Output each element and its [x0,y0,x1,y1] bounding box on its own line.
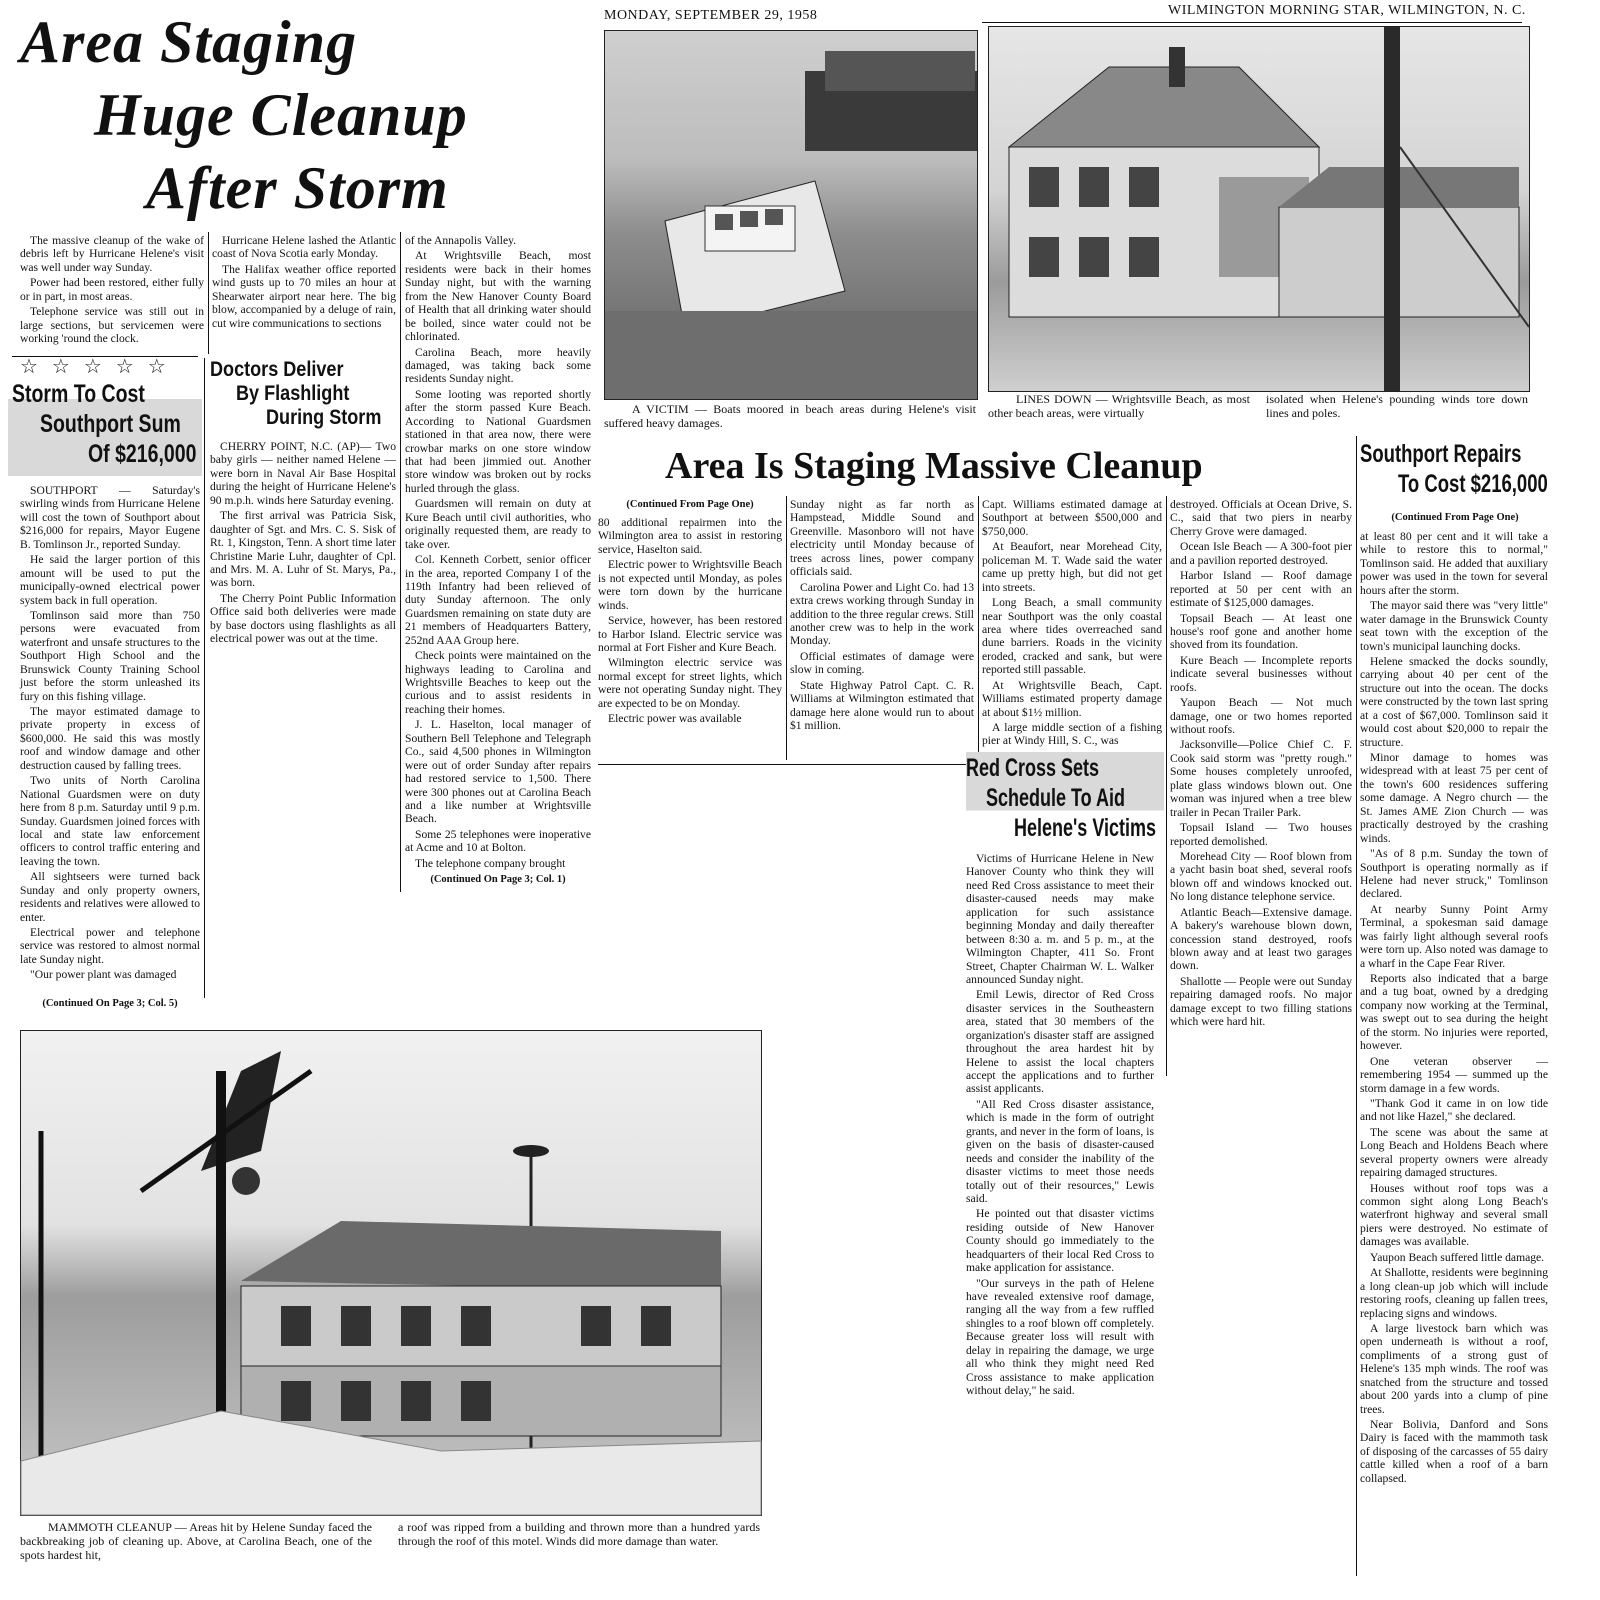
paragraph: J. L. Haselton, local manager of Southern Bell Telephone and Telegraph Co., said 4,500 phones in Wilmington were out of order Sunday after repairs had restored service to 1,500. There were 300 phones out at Carolina Beach and a like number at Wrightsville Beach. [405,718,591,826]
cleanup-col3 [982,498,1162,760]
masthead-date: MONDAY, SEPTEMBER 29, 1958 [604,8,818,23]
paragraph: Col. Kenneth Corbett, senior officer in the area, reported Company I of the 119th Infantry had been relieved of duty Sunday afternoon. The only Guardsmen remaining on state duty are 21 members of Headquarters Battery, 252nd AAA Group here. [405,553,591,647]
doctors-headline-line1: Doctors Deliver [210,358,344,381]
redcross-story-body [966,852,1154,1398]
main-headline [20,9,590,222]
house-illustration [989,27,1529,391]
paragraph: Capt. Williams estimated damage at Southport at between $500,000 and $750,000. [982,498,1162,538]
column-rule [400,232,401,892]
main-headline-line1: Area Staging [20,9,358,75]
southport-repairs-line2: To Cost $216,000 [1398,470,1548,498]
southport-headline-line1: Storm To Cost [12,380,145,408]
column-rule [208,232,209,354]
paragraph: Jacksonville—Police Chief C. F. Cook said storm was "pretty rough." Some houses completely unroofed, plate glass windows blown out. One woman was injured when a tree blew trailer in Pecan Trailer Park. [1170,738,1352,819]
paragraph: Long Beach, a small community near Southport was the only coastal area where tides overreached sand dune barriers. Roads in the vicinity eroded, cracked and sank, but were reported still passable. [982,596,1162,677]
paragraph: Reports also indicated that a barge and a tug boat, owned by a dredging company now working at the Terminal, was swept out to sea during the height of the storm. No injuries were reported, however. [1360,972,1548,1053]
paragraph: Wilmington electric service was normal except for street lights, which were not operating Sunday night. They are expected to be on Monday. [598,656,782,710]
paragraph: Carolina Power and Light Co. had 13 extra crews working through Sunday in addition to the three regular crews. Still another crew was to help in the work Monday. [790,580,974,648]
paragraph: Carolina Beach, more heavily damaged, was taking back some residents Sunday night. [405,345,591,386]
paragraph: Atlantic Beach—Extensive damage. A bakery's warehouse blown down, concession stand destroyed, roofs blown away and at least two garages down. [1170,905,1352,973]
paragraph: at least 80 per cent and it will take a while to restore this to normal," Tomlinson said. He added that auxiliary power was used in the town for several hours after the storm. [1360,530,1548,597]
paragraph: He said the larger portion of this amount will be used to put the municipally-owned electrical power system back in full operation. [20,553,200,607]
paragraph: One veteran observer — remembering 1954 — summed up the storm damage in a few words. [1360,1054,1548,1095]
cleanup-col4 [1170,498,1352,1078]
main-headline-line2: Huge Cleanup [94,82,468,148]
paragraph: Minor damage to homes was widespread with at least 75 per cent of the town's 600 residences suffering some damage. A Negro church — the St. James AME Zion Church — was practically destroyed by the crashing winds. [1360,751,1548,845]
paragraph: The scene was about the same at Long Beach and Holdens Beach where several property owners were already repairing damaged structures. [1360,1125,1548,1180]
paragraph: The Cherry Point Public Information Office said both deliveries were made by base doctors using flashlights as all electrical power was out at the time. [210,591,396,646]
paragraph: Emil Lewis, director of Red Cross disaster services in the Southeastern area, stated that 30 members of the organization's disaster staff are assigned throughout the area hardest hit by Helene to assist the local chapters accept the applications and to further assist applicants. [966,988,1154,1096]
photo-mammoth-caption-b: a roof was ripped from a building and thrown more than a hundred yards through the roof of this motel. Winds did more damage than water. [398,1520,760,1549]
cleanup-headline: Area Is Staging Massive Cleanup [665,445,1203,487]
paragraph: Ocean Isle Beach — A 300-foot pier and a pavilion reported destroyed. [1170,540,1352,567]
paragraph: Electrical power and telephone service was restored to almost normal late Sunday night. [20,926,200,966]
masthead-rule [982,22,1522,23]
main-story-col3 [405,234,591,870]
paragraph: Check points were maintained on the highways leading to Carolina and Wrightsville Beaches to keep out the curious and to assist residents in reaching their homes. [405,649,591,716]
paragraph: A large middle section of a fishing pier at Windy Hill, S. C., was [982,721,1162,748]
paragraph: Power had been restored, either fully or in part, in most areas. [20,276,204,303]
paragraph: Service, however, has been restored to Harbor Island. Electric service was normal at Fort Fisher and Kure Beach. [598,614,782,654]
masthead-paper: WILMINGTON MORNING STAR, WILMINGTON, N. C. [1168,3,1526,18]
paragraph: State Highway Patrol Capt. C. R. Williams at Wilmington estimated that damage here alone would run to about $1 million. [790,678,974,732]
paragraph: At Wrightsville Beach, most residents were back in their homes Sunday night, but with the warning from the New Hanover County Board of Health that all drinking water should be boiled, since water could not be chlorinated. [405,249,591,344]
paragraph: The Halifax weather office reported wind gusts up to 70 miles an hour at Shearwater airport near here. The big blow, accompanied by a deluge of rain, cut wire communications to sections [212,262,396,330]
column-rule [978,496,979,760]
cleanup-col2 [790,498,974,760]
photo-lines-down-caption-a: LINES DOWN — Wrightsville Beach, as most other beach areas, were virtually [988,392,1250,421]
paragraph: All sightseers were turned back Sunday and only property owners, residents and relatives were allowed to enter. [20,870,200,924]
stars-ornament: ☆☆☆☆☆ [20,356,180,378]
paragraph: At nearby Sunny Point Army Terminal, a spokesman said damage was fairly light although several roofs were torn up. Also noted was damage to a wharf in the Cape Fear River. [1360,902,1548,970]
paragraph: Victims of Hurricane Helene in New Hanover County who think they will need Red Cross assistance to meet their disaster-caused needs may make application for such assistance beginning Monday and daily thereafter between 8:30 a. m. and 5 p. m., at the Wilmington Chapter, 411 So. Front Street, Chapter Chairman W. L. Walker announced Sunday night. [966,852,1154,986]
southport-repairs-continued-from: (Continued From Page One) [1391,512,1519,523]
column-rule [1166,496,1167,1076]
paragraph: The massive cleanup of the wake of debris left by Hurricane Helene's visit was well under way Sunday. [20,234,204,274]
main-story-col1 [20,234,204,354]
paragraph: CHERRY POINT, N.C. (AP)— Two baby girls — neither named Helene — were born in Naval Air Base Hospital during the height of Hurricane Helene's 90 m.p.h. winds here Saturday evening. [210,440,396,507]
paragraph: Yaupon Beach suffered little damage. [1370,1250,1545,1264]
redcross-headline-line1: Red Cross Sets [966,754,1100,782]
paragraph: Harbor Island — Roof damage reported at 50 per cent with an estimate of $125,000 damages. [1170,569,1352,610]
redcross-headline-line3: Helene's Victims [1014,814,1157,842]
paragraph: The first arrival was Patricia Sisk, daughter of Sgt. and Mrs. C. S. Sisk of Rt. 1, Kingston, Tenn. A short time later Christine Marie Luhr, daughter of Cpl. and Mrs. M. A. Luhr of St. Marys, Pa., was born. [210,509,396,590]
cleanup-continued-from: (Continued From Page One) [626,499,754,510]
paragraph: Electric power was available [608,712,742,726]
photo-victim-caption: A VICTIM — Boats moored in beach areas during Helene's visit suffered heavy damages. [604,402,976,431]
paragraph: Near Bolivia, Danford and Sons Dairy is faced with the mammoth task of disposing of the carcasses of 55 dairy cattle killed when a roof of a barn collapsed. [1360,1418,1548,1485]
column-rule [786,496,787,760]
paragraph: "All Red Cross disaster assistance, which is made in the form of outright grants, and never in the form of loans, is given on the basis of disaster-caused needs and consider the inability of the disaster victims to meet those needs totally out of their resources," Lewis said. [966,1097,1154,1205]
paragraph: destroyed. Officials at Ocean Drive, S. C., said that two piers in nearby Cherry Grove were damaged. [1170,498,1352,538]
paragraph: A large livestock barn which was open underneath is without a roof, compliments of a strong gust of Helene's 135 mph winds. The roof was snatched from the structure and tossed about 200 yards into a clump of pine trees. [1360,1321,1548,1416]
paragraph: Telephone service was still out in large sections, but servicemen were working 'round the clock. [20,305,204,346]
paragraph: The mayor said there was "very little" water damage in the Brunswick County seat town with the exception of the town's municipal launching docks. [1360,599,1548,653]
main-headline-line3: After Storm [146,155,449,221]
paragraph: "Our surveys in the path of Helene have revealed extensive roof damage, ranging all the way from a few ruffled shingles to a roof blown off completely. Because greater loss will result with delay in repairing the damage, we urge all who think they might need Red Cross assistance to make application without delay," he said. [966,1276,1154,1398]
column-rule [1356,436,1357,1576]
doctors-story-body [210,440,396,670]
redcross-headline-line2: Schedule To Aid [986,784,1126,812]
southport-headline [8,380,202,476]
southport-continued: (Continued On Page 3; Col. 5) [42,998,178,1009]
paragraph: Two units of North Carolina National Guardsmen were on duty here from 8 p.m. Saturday until 9 p.m. Sunday. Guardsmen joined forces with local and state law enforcement officers to control traffic entering and leaving the town. [20,774,200,868]
boat-illustration [605,31,977,399]
paragraph: 80 additional repairmen into the Wilmington area to assist in restoring service, Haselton said. [598,516,782,556]
column-rule [204,358,205,998]
paragraph: Kure Beach — Incomplete reports indicate several businesses without roofs. [1170,653,1352,694]
paragraph: Topsail Island — Two houses reported demolished. [1170,821,1352,848]
paragraph: "Thank God it came in on low tide and not like Hazel," she declared. [1360,1096,1548,1124]
paragraph: "As of 8 p.m. Sunday the town of Southport is operating normally as if Helene had never struck," Tomlinson declared. [1360,847,1548,901]
southport-story-body [20,484,200,996]
paragraph: Electric power to Wrightsville Beach is not expected until Monday, as poles were torn down by the hurricane winds. [598,558,782,612]
photo-lines-down-house [988,26,1530,392]
doctors-headline-line3: During Storm [266,406,382,429]
paragraph: "Our power plant was damaged [30,968,177,982]
paragraph: At Wrightsville Beach, Capt. Williams estimated property damage at about $1½ million. [982,678,1162,719]
paragraph: The telephone company brought [415,856,566,870]
southport-headline-line2: Southport Sum [40,410,181,438]
paragraph: Yaupon Beach — Not much damage, one or two homes reported without roofs. [1170,696,1352,736]
southport-repairs-line1: Southport Repairs [1360,440,1522,468]
redcross-headline [966,752,1164,846]
southport-repairs-headline [1360,440,1550,504]
paragraph: of the Annapolis Valley. [405,234,517,247]
paragraph: Tomlinson said more than 750 persons were evacuated from waterfront and unsafe structures to the Southport High School and the Brunswick County Training School just before the storm unleashed its fury on this fishing village. [20,608,200,703]
main-story-continued: (Continued On Page 3; Col. 1) [430,874,566,885]
southport-headline-line3: Of $216,000 [88,440,197,468]
paragraph: Some looting was reported shortly after the storm passed Kure Beach. According to National Guardsmen stationed in that area now, there were crowbar marks on one store window that had been jimmied out. Another store window was broken out by rocks hurled through the glass. [405,387,591,495]
paragraph: Guardsmen will remain on duty at Kure Beach until civil authorities, who originally requested them, are ready to take over. [405,497,591,551]
photo-mammoth-caption-a: MAMMOTH CLEANUP — Areas hit by Helene Sunday faced the backbreaking job of cleaning up. Above, at Carolina Beach, one of the spots hardest hit, [20,1520,372,1563]
paragraph: Helene smacked the docks soundly, carrying about 40 per cent of the structure out into the ocean. The docks were constructed by the town last spring at a cost of $67,000. Tomlinson said it would cost about $20,000 to repair the structure. [1360,654,1548,749]
paragraph: The mayor estimated damage to private property in excess of $600,000. He said this was mostly roof and window damage and other destruction caused by falling trees. [20,705,200,772]
paragraph: Topsail Beach — At least one house's roof gone and another home shoved from its foundation. [1170,611,1352,652]
photo-victim-boat [604,30,978,400]
photo-lines-down-caption-b: isolated when Helene's pounding winds tore down lines and poles. [1266,392,1528,421]
doctors-headline-line2: By Flashlight [236,382,350,405]
paragraph: Houses without roof tops was a common sight along Long Beach's waterfront highway and several small piers were destroyed. No estimate of damages was available. [1360,1181,1548,1249]
photo-mammoth-cleanup [20,1030,762,1516]
southport-repairs-body [1360,530,1548,1592]
main-story-col2 [212,234,396,354]
paragraph: Shallotte — People were out Sunday repairing damaged roofs. No major damage except to two filling stations which were hard hit. [1170,974,1352,1029]
paragraph: He pointed out that disaster victims residing outside of New Hanover County should go immediately to the headquarters of their local Red Cross to make application for assistance. [966,1207,1154,1275]
motel-illustration [21,1031,761,1515]
doctors-headline [210,358,396,434]
paragraph: Some 25 telephones were inoperative at Acme and 10 at Bolton. [405,827,591,855]
paragraph: Hurricane Helene lashed the Atlantic coast of Nova Scotia early Monday. [212,234,396,261]
paragraph: At Beaufort, near Morehead City, policeman M. T. Wade said the water came up pretty high, but did not get into streets. [982,540,1162,594]
paragraph: Morehead City — Roof blown from a yacht basin boat shed, several roofs blown off and windows knocked out. No long distance telephone service. [1170,849,1352,904]
paragraph: At Shallotte, residents were beginning a long clean-up job which will include restoring roofs, cleaning up fallen trees, replacing signs and windows. [1360,1266,1548,1320]
cleanup-col1 [598,516,782,760]
paragraph: SOUTHPORT — Saturday's swirling winds from Hurricane Helene will cost the town of Southport about $216,000 for repairs, Mayor Eugene B. Tomlinson Jr., reported Sunday. [20,484,200,551]
paragraph: Official estimates of damage were slow in coming. [790,649,974,677]
paragraph: Sunday night as far north as Hampstead, Middle Sound and Greenville. Masonboro will not have electricity until Monday because of trees across lines, power company officials said. [790,498,974,579]
